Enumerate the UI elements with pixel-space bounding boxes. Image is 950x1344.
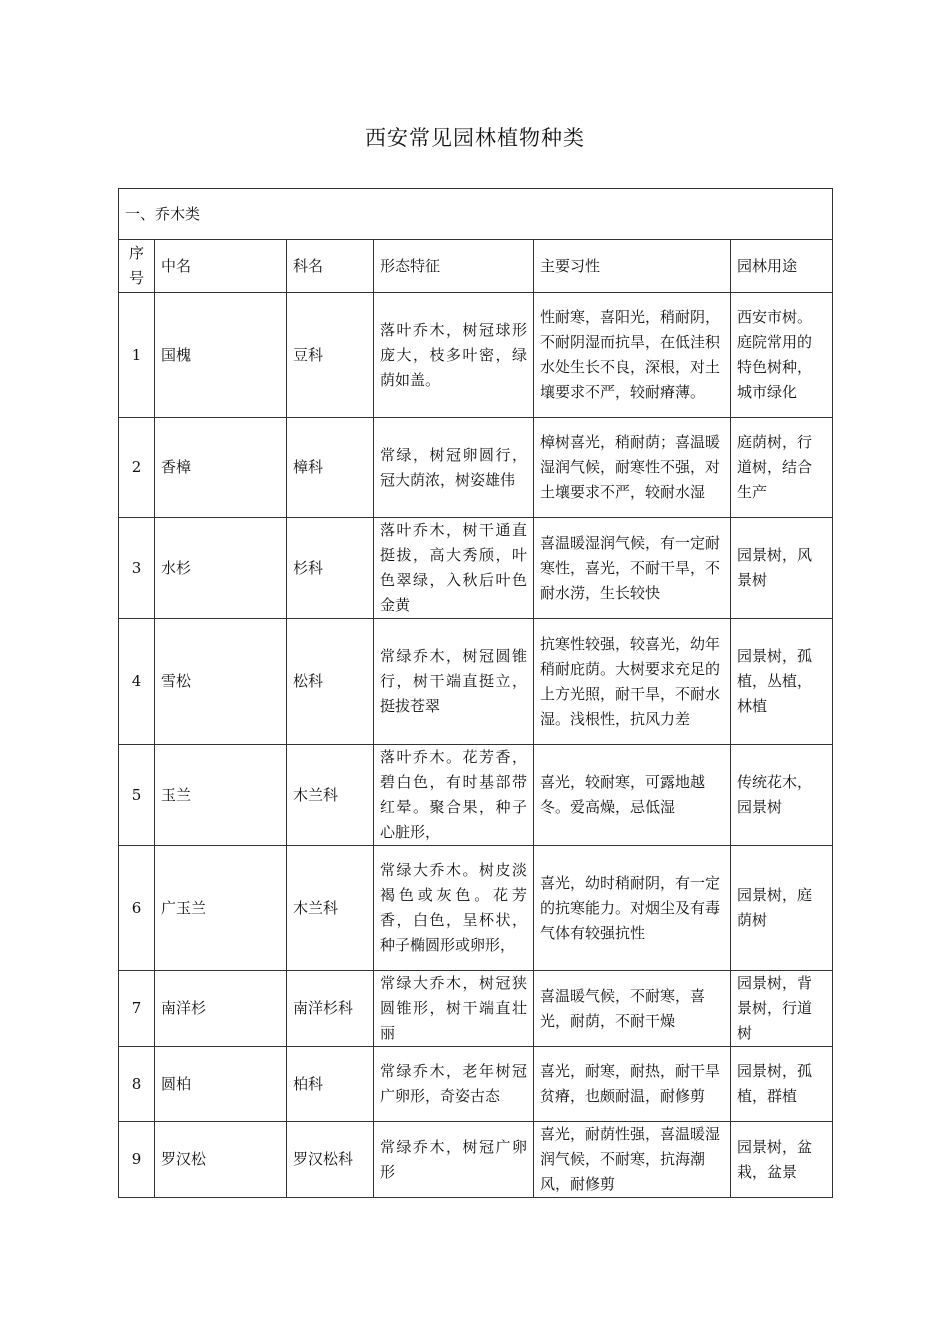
table-row xyxy=(119,418,833,518)
plant-form: 落叶乔木，树干通直挺拔，高大秀颀，叶色翠绿，入秋后叶色金黄 xyxy=(374,518,534,619)
plant-habit: 喜温暖湿润气候，有一定耐寒性，喜光，不耐干旱，不耐水涝，生长较快 xyxy=(534,518,731,619)
table-row xyxy=(119,745,833,846)
table-row xyxy=(119,1122,833,1198)
header-name: 中名 xyxy=(155,240,287,293)
row-no: 6 xyxy=(119,846,155,971)
section-row xyxy=(119,189,833,240)
plant-name: 南洋杉 xyxy=(155,971,287,1047)
table-row xyxy=(119,293,833,418)
header-no: 序号 xyxy=(119,240,155,293)
plant-family: 松科 xyxy=(287,619,374,745)
plant-name: 广玉兰 xyxy=(155,846,287,971)
plant-use: 园景树，背景树，行道树 xyxy=(731,971,833,1047)
page-title: 西安常见园林植物种类 xyxy=(365,126,585,150)
table-header-row xyxy=(119,240,833,293)
header-family: 科名 xyxy=(287,240,374,293)
table-body xyxy=(119,293,833,1198)
plant-habit: 喜光，较耐寒，可露地越冬。爱高燥，忌低湿 xyxy=(534,745,731,846)
plant-habit: 樟树喜光，稍耐荫；喜温暖湿润气候，耐寒性不强，对土壤要求不严，较耐水湿 xyxy=(534,418,731,518)
plant-habit: 性耐寒，喜阳光，稍耐阴，不耐阴湿而抗旱，在低洼积水处生长不良，深根，对土壤要求不严，较耐瘠薄。 xyxy=(534,293,731,418)
header-use: 园林用途 xyxy=(731,240,833,293)
plant-name: 雪松 xyxy=(155,619,287,745)
plant-family: 樟科 xyxy=(287,418,374,518)
plant-form: 落叶乔木。花芳香，碧白色，有时基部带红晕。聚合果，种子心脏形， xyxy=(374,745,534,846)
plant-habit: 喜光，幼时稍耐阴，有一定的抗寒能力。对烟尘及有毒气体有较强抗性 xyxy=(534,846,731,971)
plant-form: 常绿乔木，老年树冠广卵形，奇姿古态 xyxy=(374,1047,534,1122)
header-form: 形态特征 xyxy=(374,240,534,293)
row-no: 1 xyxy=(119,293,155,418)
plant-species-table xyxy=(118,188,833,1198)
plant-use: 庭荫树，行道树，结合生产 xyxy=(731,418,833,518)
plant-use: 园景树，庭荫树 xyxy=(731,846,833,971)
row-no: 5 xyxy=(119,745,155,846)
table-row xyxy=(119,1047,833,1122)
header-habit: 主要习性 xyxy=(534,240,731,293)
plant-habit: 喜温暖气候，不耐寒，喜光，耐荫，不耐干燥 xyxy=(534,971,731,1047)
row-no: 3 xyxy=(119,518,155,619)
row-no: 4 xyxy=(119,619,155,745)
table-row xyxy=(119,518,833,619)
plant-use: 园景树，孤植，丛植，林植 xyxy=(731,619,833,745)
plant-form: 常绿乔木，树冠圆锥行，树干端直挺立，挺拔苍翠 xyxy=(374,619,534,745)
row-no: 2 xyxy=(119,418,155,518)
row-no: 7 xyxy=(119,971,155,1047)
plant-name: 水杉 xyxy=(155,518,287,619)
plant-name: 圆柏 xyxy=(155,1047,287,1122)
plant-use: 园景树，盆栽，盆景 xyxy=(731,1122,833,1198)
plant-name: 国槐 xyxy=(155,293,287,418)
plant-form: 常绿大乔木，树冠狭圆锥形，树干端直壮丽 xyxy=(374,971,534,1047)
row-no: 9 xyxy=(119,1122,155,1198)
plant-family: 罗汉松科 xyxy=(287,1122,374,1198)
plant-use: 园景树，风景树 xyxy=(731,518,833,619)
plant-name: 香樟 xyxy=(155,418,287,518)
plant-family: 豆科 xyxy=(287,293,374,418)
plant-family: 南洋杉科 xyxy=(287,971,374,1047)
plant-family: 木兰科 xyxy=(287,846,374,971)
table-row xyxy=(119,971,833,1047)
table-row xyxy=(119,846,833,971)
plant-name: 玉兰 xyxy=(155,745,287,846)
table-row xyxy=(119,619,833,745)
plant-form: 落叶乔木，树冠球形庞大，枝多叶密，绿荫如盖。 xyxy=(374,293,534,418)
plant-family: 柏科 xyxy=(287,1047,374,1122)
plant-form: 常绿，树冠卵圆行，冠大荫浓，树姿雄伟 xyxy=(374,418,534,518)
plant-use: 园景树，孤 植，群植 xyxy=(731,1047,833,1122)
plant-habit: 喜光，耐寒，耐热，耐干旱贫瘠，也颇耐温，耐修剪 xyxy=(534,1047,731,1122)
plant-use: 传统花木， 园景树 xyxy=(731,745,833,846)
section-heading: 一、乔木类 xyxy=(119,189,833,240)
plant-form: 常绿大乔木。树皮淡褐色或灰色。花芳香，白色，呈杯状，种子椭圆形或卵形， xyxy=(374,846,534,971)
plant-form: 常绿乔木，树冠广卵形 xyxy=(374,1122,534,1198)
plant-family: 木兰科 xyxy=(287,745,374,846)
plant-family: 杉科 xyxy=(287,518,374,619)
plant-habit: 喜光，耐荫性强，喜温暖湿润气候，不耐寒，抗海潮风，耐修剪 xyxy=(534,1122,731,1198)
row-no: 8 xyxy=(119,1047,155,1122)
plant-habit: 抗寒性较强，较喜光，幼年稍耐庇荫。大树要求充足的上方光照，耐干旱，不耐水湿。浅根性，抗风力差 xyxy=(534,619,731,745)
plant-use: 西安市树。庭院常用的特色树种，城市绿化 xyxy=(731,293,833,418)
plant-name: 罗汉松 xyxy=(155,1122,287,1198)
